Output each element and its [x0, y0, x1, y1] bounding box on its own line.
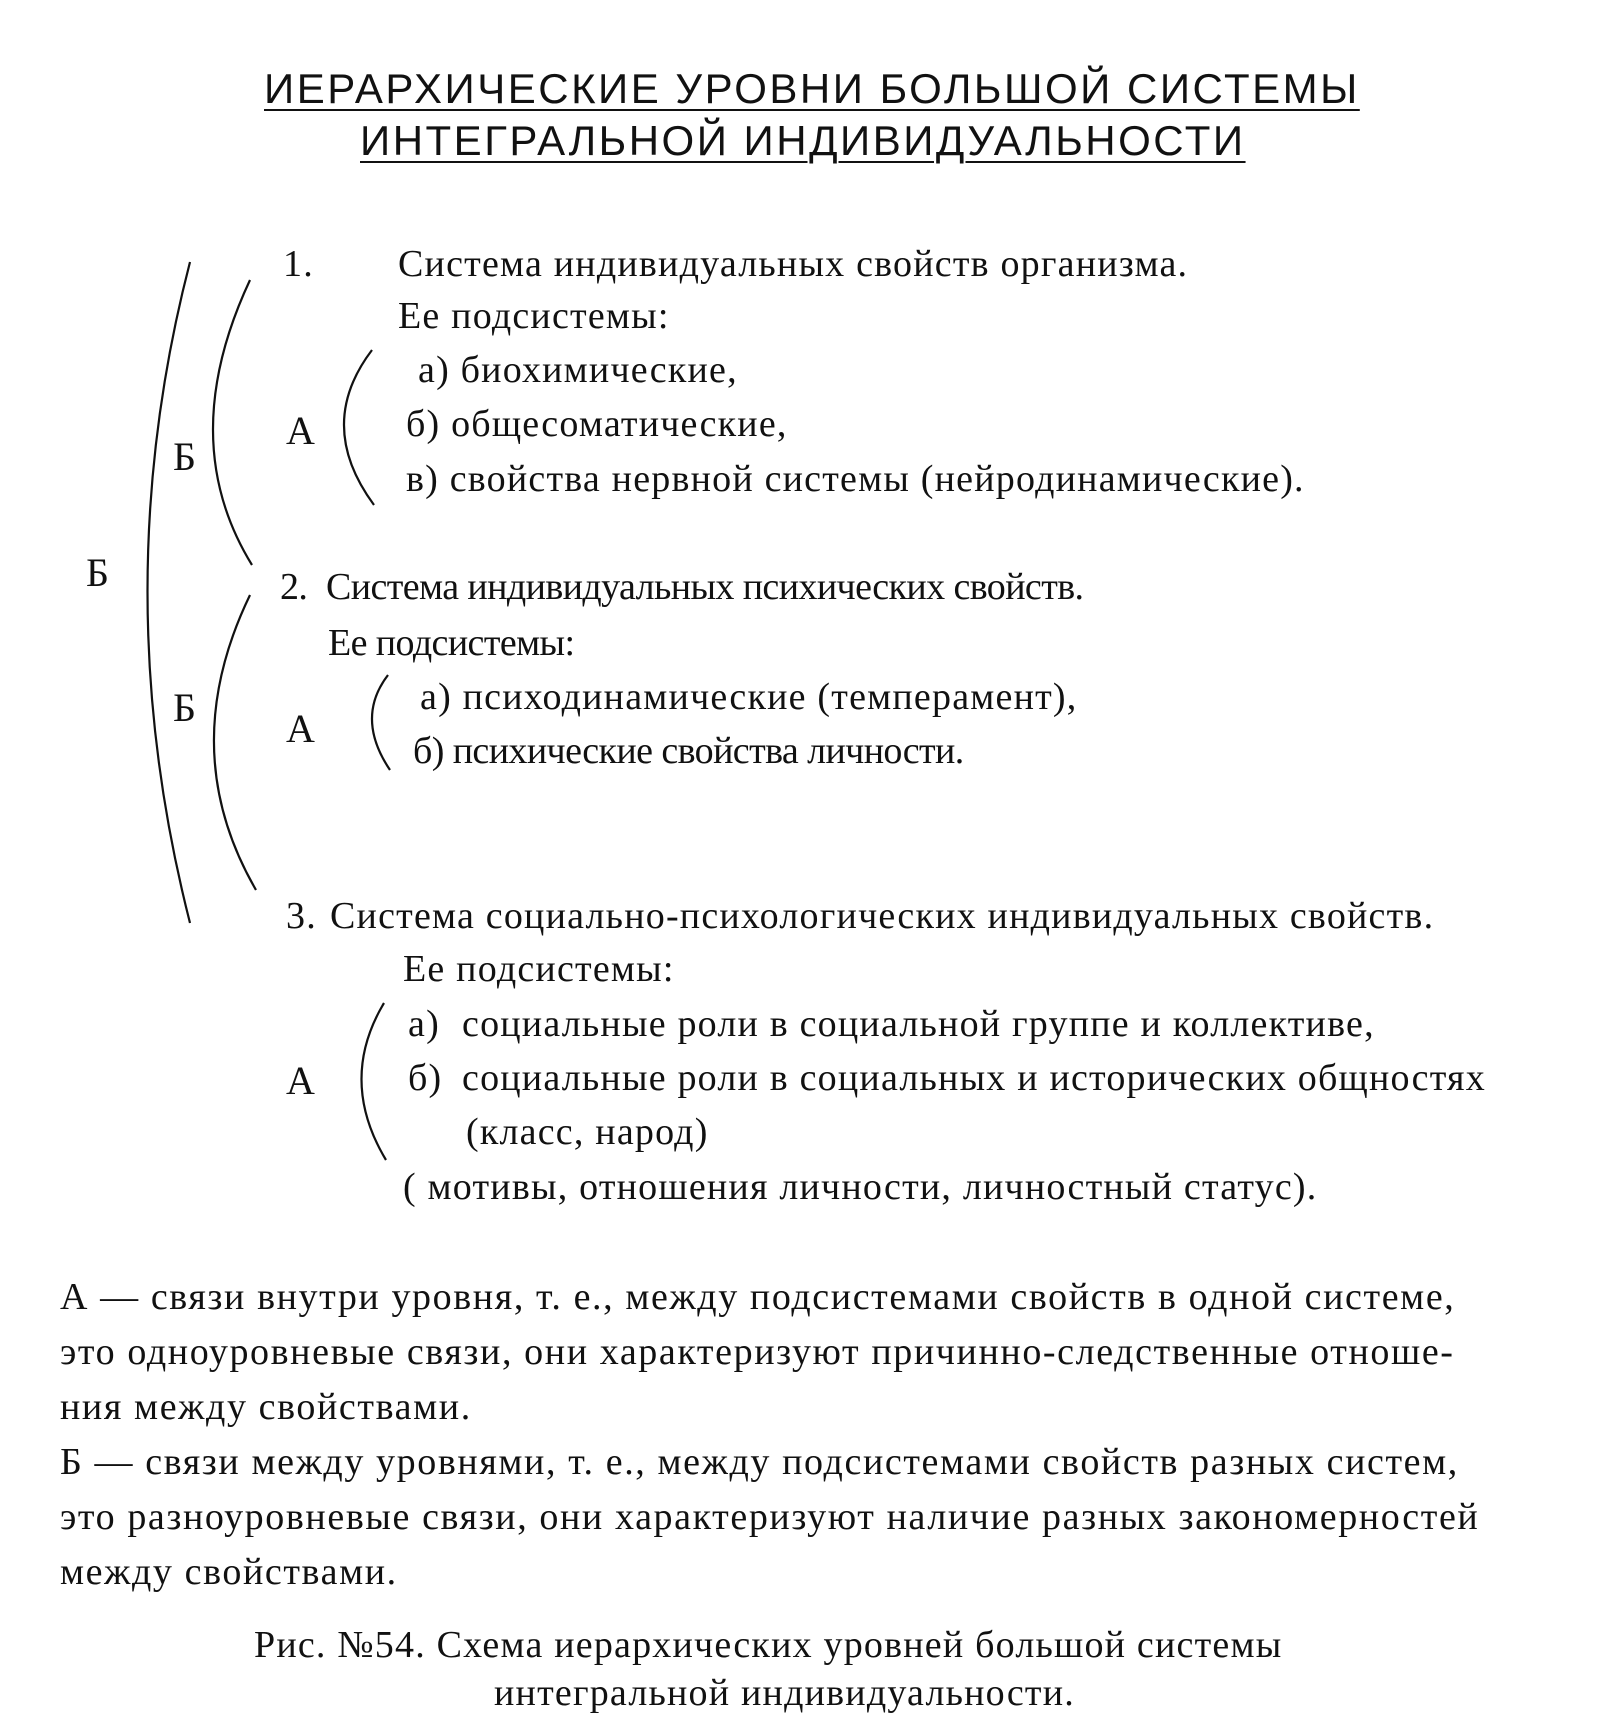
level-3-item-a-text: социальные роли в социальной группе и коллективе,: [462, 1003, 1375, 1045]
bracket-label-b-upper: Б: [173, 434, 196, 479]
level-1-name: Система индивидуальных свойств организма.: [398, 243, 1189, 285]
bracket-label-a-level-1: А: [286, 408, 315, 453]
level-2-item-b: б) психические свойства личности.: [413, 730, 964, 772]
bracket-b-level2-level3: [214, 595, 256, 890]
bracket-a-level3: [361, 1003, 386, 1160]
bracket-a-level2: [372, 675, 390, 770]
bracket-b-level1-level2: [213, 280, 252, 565]
legend-a-line-2: это одноуровневые связи, они характеризуют причинно-следственные отноше-: [60, 1331, 1455, 1373]
figure-caption-line-1: Рис. №54. Схема иерархических уровней большой системы: [254, 1624, 1283, 1666]
level-3-item-b-marker: б): [408, 1057, 443, 1099]
level-3-name: Система социально-психологических индивидуальных свойств.: [330, 895, 1435, 937]
level-1-subsystems-label: Ее подсистемы:: [398, 295, 670, 337]
level-2-name: Система индивидуальных психических свойств.: [326, 566, 1084, 608]
level-2-subsystems-label: Ее подсистемы:: [328, 622, 575, 664]
legend-b-line-3: между свойствами.: [60, 1551, 398, 1593]
bracket-label-b-outer: Б: [86, 550, 109, 595]
legend-b-line-1: Б — связи между уровнями, т. е., между подсистемами свойств разных систем,: [60, 1441, 1459, 1483]
level-2-item-a: а) психодинамические (темперамент),: [420, 676, 1078, 718]
legend-a-line-3: ния между свойствами.: [60, 1386, 472, 1428]
level-3-item-b-continuation: (класс, народ): [466, 1111, 709, 1153]
level-3-note: ( мотивы, отношения личности, личностный статус).: [403, 1166, 1318, 1208]
level-3-number: 3.: [286, 895, 317, 937]
level-1-item-c: в) свойства нервной системы (нейродинамические).: [406, 458, 1305, 500]
level-2-number: 2.: [280, 566, 308, 608]
legend-a-line-1: А — связи внутри уровня, т. е., между подсистемами свойств в одной системе,: [60, 1276, 1456, 1318]
title-line-1: ИЕРАРХИЧЕСКИЕ УРОВНИ БОЛЬШОЙ СИСТЕМЫ: [264, 65, 1360, 112]
level-1-item-b: б) общесоматические,: [406, 403, 788, 445]
bracket-label-a-level-3: А: [286, 1058, 315, 1103]
legend-b-line-2: это разноуровневые связи, они характеризуют наличие разных закономерностей: [60, 1496, 1480, 1538]
bracket-label-b-lower: Б: [173, 685, 196, 730]
level-3-item-b-text: социальные роли в социальных и исторических общностях: [462, 1057, 1486, 1099]
bracket-a-level1: [344, 350, 374, 505]
figure-caption-line-2: интегральной индивидуальности.: [494, 1672, 1075, 1714]
level-1-item-a: а) биохимические,: [418, 349, 738, 391]
level-3-item-a-marker: а): [408, 1003, 440, 1045]
title-line-2: ИНТЕГРАЛЬНОЙ ИНДИВИДУАЛЬНОСТИ: [360, 117, 1246, 164]
bracket-label-a-level-2: А: [286, 706, 315, 751]
outer-bracket-b: [148, 262, 191, 923]
level-1-number: 1.: [283, 243, 314, 285]
level-3-subsystems-label: Ее подсистемы:: [403, 948, 675, 990]
